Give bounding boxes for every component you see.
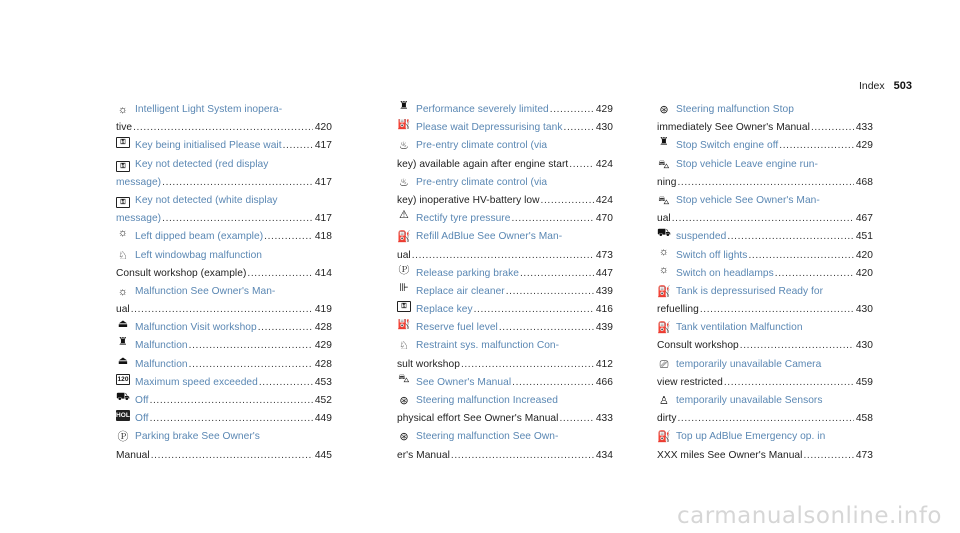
entry-continuation[interactable]: ual <box>116 304 130 316</box>
entry-title[interactable]: Stop Switch engine off <box>676 140 779 152</box>
entry-last-line <box>397 283 613 301</box>
entry-title[interactable]: Switch on headlamps <box>676 267 774 279</box>
index-entry <box>397 119 613 137</box>
dot-leader <box>520 265 594 283</box>
entry-title[interactable]: Switch off lights <box>676 249 748 261</box>
index-entry <box>397 319 613 337</box>
fuel-tank-icon: ⛽ <box>397 119 411 131</box>
entry-title[interactable]: Intelligent Light System inopera- <box>135 104 283 115</box>
entry-title[interactable]: Key being initialised Please wait <box>135 140 282 152</box>
entry-line <box>116 156 332 174</box>
dot-leader <box>569 156 594 174</box>
index-entry <box>657 392 873 428</box>
page-reference[interactable]: 467 <box>855 213 873 225</box>
dot-leader <box>559 410 593 428</box>
entry-continuation[interactable]: tive <box>116 122 133 134</box>
entry-last-line <box>397 356 613 374</box>
index-entry <box>397 228 613 264</box>
entry-title[interactable]: Off <box>135 395 149 406</box>
dot-leader <box>461 356 594 374</box>
entry-line <box>397 174 613 192</box>
fuel-tank-icon: ⛽ <box>657 285 671 298</box>
dot-leader <box>247 265 312 283</box>
entry-title[interactable]: Parking brake See Owner's <box>135 431 260 443</box>
index-entry <box>397 428 613 464</box>
index-entry <box>116 283 332 319</box>
entry-last-line <box>397 319 613 337</box>
index-entry <box>116 410 332 428</box>
air-cleaner-icon: ⊪ <box>399 282 409 294</box>
dot-leader <box>678 410 854 428</box>
page-reference[interactable]: 429 <box>595 104 613 115</box>
dot-leader <box>727 228 854 246</box>
entry-last-line <box>397 210 613 228</box>
dot-leader <box>451 447 594 465</box>
index-entry <box>397 210 613 228</box>
entry-line <box>657 192 873 210</box>
page-reference[interactable]: 420 <box>855 249 873 261</box>
page-reference[interactable]: 445 <box>314 449 332 461</box>
entry-title[interactable]: Stop vehicle See Owner's Man- <box>676 194 820 206</box>
entry-last-line <box>397 192 613 210</box>
dot-leader <box>550 101 594 119</box>
entry-continuation[interactable]: Consult workshop <box>657 340 739 352</box>
dot-leader <box>506 283 594 301</box>
fuel-tank-icon: ⛽ <box>657 322 671 335</box>
entry-line <box>397 392 613 410</box>
index-entry <box>116 319 332 337</box>
dot-leader <box>512 374 594 392</box>
page-reference[interactable]: 430 <box>855 340 873 352</box>
entry-line <box>657 156 873 174</box>
entry-last-line <box>116 301 332 319</box>
entry-continuation[interactable]: Manual <box>116 449 150 461</box>
engine-icon: ♜ <box>399 101 409 112</box>
entry-last-line <box>657 247 873 265</box>
dot-leader <box>499 319 594 337</box>
page-reference[interactable]: 473 <box>855 449 873 461</box>
page-reference[interactable]: 420 <box>855 267 873 279</box>
index-entry <box>397 337 613 373</box>
entry-last-line <box>116 356 332 374</box>
entry-line <box>116 192 332 210</box>
entry-continuation[interactable]: immediately See Owner's Manual <box>657 122 810 134</box>
dot-leader <box>740 337 854 355</box>
entry-title[interactable]: Malfunction <box>135 340 188 352</box>
entry-last-line <box>116 210 332 228</box>
page-reference[interactable]: 468 <box>855 176 873 188</box>
page-reference[interactable]: 434 <box>595 449 613 461</box>
entry-last-line <box>116 228 332 246</box>
entry-title[interactable]: Performance severely limited <box>416 104 549 115</box>
entry-line <box>657 392 873 410</box>
entry-title[interactable]: Left windowbag malfunction <box>135 249 263 261</box>
page-reference[interactable]: 417 <box>314 140 332 152</box>
vehicle-lift-icon: ⏏ <box>117 355 129 367</box>
index-entry <box>116 428 332 464</box>
entry-title[interactable]: Refill AdBlue See Owner's Man- <box>416 231 563 243</box>
light-icon: ☼ <box>117 285 129 298</box>
dot-leader <box>189 337 313 355</box>
entry-last-line <box>657 337 873 355</box>
page-reference[interactable]: 451 <box>855 231 873 243</box>
entry-line <box>657 101 873 119</box>
entry-last-line <box>657 301 873 319</box>
entry-last-line <box>116 374 332 392</box>
entry-last-line <box>657 228 873 246</box>
sensor-icon: ♙ <box>659 395 669 407</box>
index-entry <box>657 265 873 283</box>
entry-continuation[interactable]: ual <box>397 249 411 261</box>
entry-title[interactable]: Tank is depressurised Ready for <box>676 285 824 297</box>
adblue-icon: ⛽ <box>657 431 671 444</box>
dot-leader <box>150 410 313 428</box>
dot-leader <box>412 247 594 265</box>
entry-title[interactable]: Maximum speed exceeded <box>135 376 258 388</box>
entry-title[interactable]: Steering malfunction Increased <box>416 395 558 406</box>
entry-title[interactable]: Reserve fuel level <box>416 322 498 334</box>
index-entry <box>397 137 613 173</box>
page-reference[interactable]: 430 <box>595 122 613 134</box>
entry-last-line <box>116 392 332 410</box>
entry-continuation[interactable]: ning <box>657 176 677 188</box>
entry-line <box>397 337 613 355</box>
page-reference[interactable]: 449 <box>314 413 332 425</box>
dot-leader <box>677 174 853 192</box>
entry-title[interactable]: Replace air cleaner <box>416 285 505 297</box>
dot-leader <box>264 228 313 246</box>
index-entry <box>116 156 332 192</box>
entry-last-line <box>116 319 332 337</box>
entry-last-line <box>397 374 613 392</box>
entry-line <box>116 101 332 119</box>
page-reference[interactable]: 458 <box>855 413 873 425</box>
entry-continuation[interactable]: view restricted <box>657 376 723 388</box>
index-entry <box>657 428 873 464</box>
entry-title[interactable]: Pre-entry climate control (via <box>416 140 548 152</box>
entry-last-line <box>397 119 613 137</box>
index-column-3 <box>657 101 873 465</box>
entry-last-line <box>116 265 332 283</box>
page-reference[interactable]: 429 <box>855 140 873 152</box>
entry-last-line <box>116 137 332 155</box>
entry-last-line <box>657 210 873 228</box>
page-reference[interactable]: 453 <box>314 376 332 388</box>
entry-continuation[interactable]: dirty <box>657 413 677 425</box>
entry-line <box>657 319 873 337</box>
entry-line <box>116 283 332 301</box>
distance-assist-icon: ⛟ <box>657 228 671 240</box>
engine-icon: ♜ <box>118 337 128 349</box>
airbag-icon: ♘ <box>399 340 409 353</box>
entry-last-line <box>397 156 613 174</box>
entry-last-line <box>116 174 332 192</box>
fuel-reserve-icon: ⛽ <box>397 319 411 331</box>
page-reference[interactable]: 433 <box>595 413 613 425</box>
airbag-icon: ♘ <box>118 249 128 262</box>
page-reference[interactable]: 420 <box>314 122 332 134</box>
entry-last-line <box>116 337 332 355</box>
entry-last-line <box>116 119 332 137</box>
page-reference[interactable]: 414 <box>314 267 332 279</box>
entry-last-line <box>657 374 873 392</box>
index-entry <box>397 265 613 283</box>
entry-last-line <box>397 410 613 428</box>
page-reference[interactable]: 429 <box>314 340 332 352</box>
entry-title[interactable]: Release parking brake <box>416 267 519 279</box>
index-entry <box>657 247 873 265</box>
climate-icon: ♨ <box>399 140 409 153</box>
entry-continuation[interactable]: message) <box>116 213 162 225</box>
vehicle-lift-icon: ⏏ <box>117 319 129 331</box>
page-number: 503 <box>893 80 912 92</box>
entry-last-line <box>657 410 873 428</box>
entry-continuation[interactable]: message) <box>116 176 162 188</box>
entry-title[interactable]: Left dipped beam (example) <box>135 231 264 243</box>
entry-continuation[interactable]: XXX miles See Owner's Manual <box>657 449 803 461</box>
entry-line <box>116 428 332 446</box>
entry-title[interactable]: Key not detected (white display <box>135 194 278 206</box>
distance-assist-icon: ⛟ <box>116 392 130 403</box>
dot-leader <box>283 137 313 155</box>
key-icon: ⚿ <box>397 301 411 312</box>
index-entry <box>657 156 873 192</box>
entry-last-line <box>657 137 873 155</box>
steering-icon: ⊛ <box>659 104 669 116</box>
vehicle-icon: ⛍ <box>658 194 670 207</box>
entry-line <box>397 228 613 246</box>
dot-leader <box>162 210 313 228</box>
entry-title[interactable]: Please wait Depressurising tank <box>416 122 563 134</box>
dot-leader <box>474 301 594 319</box>
index-entry <box>116 356 332 374</box>
entry-continuation[interactable]: key) inoperative HV-battery low <box>397 194 540 206</box>
dot-leader <box>748 247 853 265</box>
page-reference[interactable]: 430 <box>855 304 873 316</box>
key-icon: ⚿ <box>116 197 130 208</box>
index-entry <box>657 192 873 228</box>
vehicle-icon: ⛍ <box>658 158 670 171</box>
dot-leader <box>672 210 854 228</box>
page-reference[interactable]: 424 <box>595 158 613 170</box>
index-entry <box>397 392 613 428</box>
light-icon: ☼ <box>658 264 670 276</box>
entry-continuation[interactable]: refuelling <box>657 304 699 316</box>
camera-icon: ⎚ <box>659 358 669 371</box>
entry-title[interactable]: Restraint sys. malfunction Con- <box>416 340 560 352</box>
page-reference[interactable]: 416 <box>595 304 613 316</box>
entry-last-line <box>397 301 613 319</box>
entry-last-line <box>397 101 613 119</box>
entry-title[interactable]: Top up AdBlue Emergency op. in <box>676 431 826 443</box>
adblue-icon: ⛽ <box>397 231 411 244</box>
entry-line <box>116 247 332 265</box>
speed-limit-icon: 120 <box>117 375 129 383</box>
entry-title[interactable]: Pre-entry climate control (via <box>416 176 548 188</box>
entry-last-line <box>657 174 873 192</box>
index-column-2 <box>397 101 613 465</box>
key-icon: ⚿ <box>116 137 130 148</box>
index-entry <box>657 101 873 137</box>
index-entry <box>116 228 332 246</box>
entry-title[interactable]: Malfunction <box>135 358 188 370</box>
dot-leader <box>803 447 853 465</box>
page-reference[interactable]: 452 <box>314 395 332 406</box>
engine-icon: ♜ <box>659 137 669 149</box>
entry-last-line <box>657 265 873 283</box>
dot-leader <box>131 301 313 319</box>
index-entry <box>116 101 332 137</box>
entry-last-line <box>116 447 332 465</box>
entry-continuation[interactable]: key) available again after engine start <box>397 158 569 170</box>
page-reference[interactable]: 428 <box>314 322 332 334</box>
climate-icon: ♨ <box>399 176 409 189</box>
entry-title[interactable]: Off <box>135 413 149 425</box>
page-reference[interactable]: 439 <box>595 322 613 334</box>
page-reference[interactable]: 417 <box>314 176 332 188</box>
entry-line <box>397 428 613 446</box>
hold-icon: HOLD <box>116 412 135 420</box>
page-reference[interactable]: 473 <box>595 249 613 261</box>
entry-title[interactable]: Rectify tyre pressure <box>416 213 511 225</box>
index-entry <box>116 137 332 155</box>
dot-leader <box>133 119 313 137</box>
entry-continuation[interactable]: sult workshop <box>397 358 460 370</box>
dot-leader <box>724 374 854 392</box>
dot-leader <box>259 374 313 392</box>
index-entry <box>116 392 332 410</box>
entry-continuation[interactable]: physical effort See Owner's Manual <box>397 413 559 425</box>
light-icon: ☼ <box>658 246 670 258</box>
index-entry <box>657 283 873 319</box>
dot-leader <box>162 174 313 192</box>
entry-title[interactable]: suspended <box>676 231 727 243</box>
entry-line <box>657 283 873 301</box>
entry-title[interactable]: Malfunction Visit workshop <box>135 322 257 334</box>
index-entry <box>397 101 613 119</box>
dot-leader <box>775 265 854 283</box>
watermark: carmanualsonline.info <box>676 503 942 529</box>
page-reference[interactable]: 459 <box>855 376 873 388</box>
index-entry <box>657 356 873 392</box>
entry-last-line <box>397 265 613 283</box>
entry-title[interactable]: temporarily unavailable Sensors <box>676 395 823 406</box>
index-entry <box>657 137 873 155</box>
index-entry <box>116 192 332 228</box>
page-reference[interactable]: 466 <box>595 376 613 388</box>
page-reference[interactable]: 447 <box>595 267 613 279</box>
section-title: Index <box>858 80 885 92</box>
page-reference[interactable]: 470 <box>595 213 613 225</box>
page-reference[interactable]: 439 <box>595 285 613 297</box>
entry-line <box>657 428 873 446</box>
index-entry <box>397 283 613 301</box>
entry-title[interactable]: Steering malfunction See Own- <box>416 431 559 443</box>
entry-continuation[interactable]: er's Manual <box>397 449 450 461</box>
entry-title[interactable]: Replace key <box>416 304 473 316</box>
entry-title[interactable]: temporarily unavailable Camera <box>676 358 822 370</box>
dot-leader <box>189 356 313 374</box>
entry-title[interactable]: Malfunction See Owner's Man- <box>135 285 276 297</box>
dot-leader <box>811 119 854 137</box>
parking-brake-icon: Ⓟ <box>398 264 410 276</box>
vehicle-icon: ⛍ <box>398 373 410 385</box>
tyre-pressure-icon: ⚠ <box>399 210 409 222</box>
dot-leader <box>511 210 593 228</box>
index-entry <box>397 174 613 210</box>
index-column-1 <box>116 101 332 465</box>
dot-leader <box>541 192 594 210</box>
index-entry <box>116 374 332 392</box>
dot-leader <box>779 137 854 155</box>
key-icon: ⚿ <box>116 161 130 172</box>
page-reference[interactable]: 428 <box>314 358 332 370</box>
dot-leader <box>150 392 313 410</box>
index-entry <box>397 301 613 319</box>
page-reference[interactable]: 412 <box>595 358 613 370</box>
index-entry <box>657 228 873 246</box>
page-reference[interactable]: 424 <box>595 194 613 206</box>
entry-last-line <box>116 410 332 428</box>
index-entry <box>397 374 613 392</box>
page-reference[interactable]: 417 <box>314 213 332 225</box>
entry-title[interactable]: Steering malfunction Stop <box>676 104 794 115</box>
parking-brake-icon: Ⓟ <box>117 431 129 444</box>
steering-icon: ⊛ <box>399 431 409 444</box>
steering-icon: ⊛ <box>399 395 409 407</box>
page-reference[interactable]: 418 <box>314 231 332 243</box>
entry-last-line <box>397 447 613 465</box>
page-header <box>859 80 912 96</box>
entry-line <box>397 137 613 155</box>
entry-line <box>657 356 873 374</box>
entry-continuation[interactable]: Consult workshop (example) <box>116 267 247 279</box>
dot-leader <box>151 447 313 465</box>
entry-last-line <box>397 247 613 265</box>
index-entry <box>116 247 332 283</box>
entry-title[interactable]: Stop vehicle Leave engine run- <box>676 158 818 170</box>
entry-continuation[interactable]: ual <box>657 213 671 225</box>
dot-leader <box>258 319 313 337</box>
dot-leader <box>564 119 594 137</box>
index-entry <box>116 337 332 355</box>
entry-title[interactable]: See Owner's Manual <box>416 376 512 388</box>
entry-last-line <box>657 119 873 137</box>
light-icon: ☼ <box>117 104 129 116</box>
light-icon: ☼ <box>117 228 129 240</box>
page-reference[interactable]: 419 <box>314 304 332 316</box>
entry-last-line <box>657 447 873 465</box>
page-reference[interactable]: 433 <box>855 122 873 134</box>
dot-leader <box>700 301 854 319</box>
entry-title[interactable]: Tank ventilation Malfunction <box>676 322 803 334</box>
entry-title[interactable]: Key not detected (red display <box>135 158 269 170</box>
index-entry <box>657 319 873 355</box>
